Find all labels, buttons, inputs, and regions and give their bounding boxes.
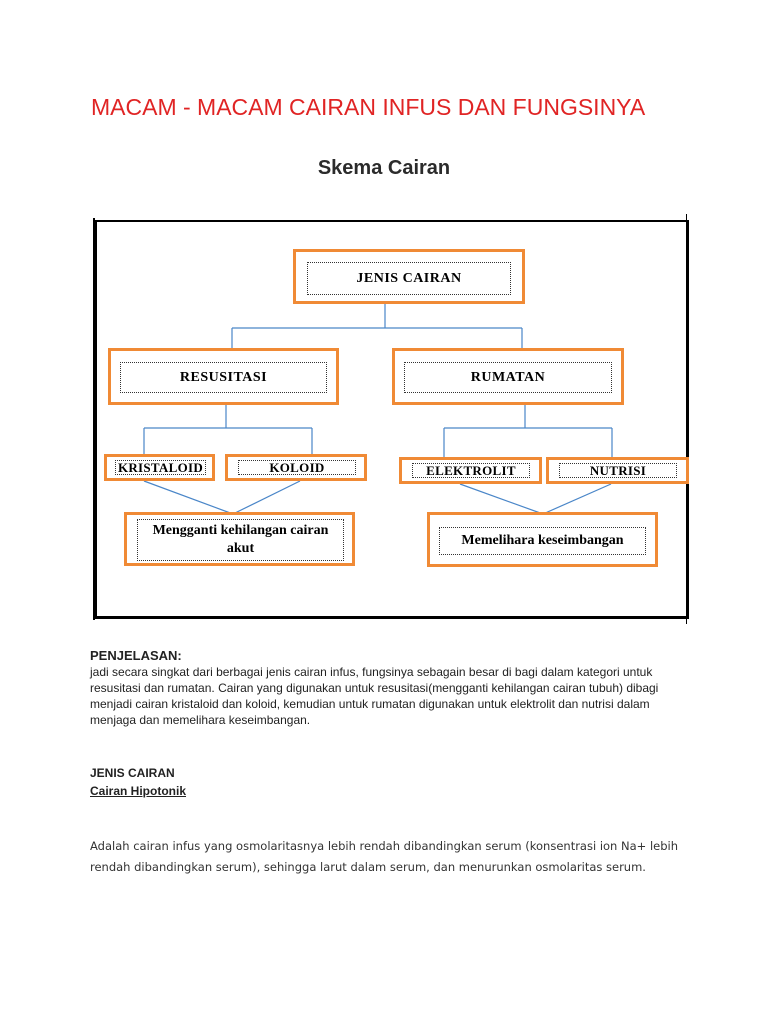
node-resusitasi: [108, 348, 339, 405]
connector-kristaloid-outcome: [144, 481, 233, 514]
node-label: Memelihara keseimbangan: [439, 527, 646, 555]
section-subheading: Cairan Hipotonik: [90, 784, 187, 798]
explanation-paragraph: jadi secara singkat dari berbagai jenis cairan infus, fungsinya sebagain besar di bagi dalam kategori untuk resusitasi dan rumatan. Cairan yang digunakan untuk resusitasi(mengganti kehilangan cairan tubuh) dibagi menjadi cairan kristaloid dan koloid, kemudian untuk rumatan digunakan untuk elektrolit dan nutrisi dalam menjaga dan memelihara keseimbangan.: [90, 665, 659, 727]
node-outcome-rumatan: [427, 512, 658, 567]
section-heading: JENIS CAIRAN: [90, 766, 175, 780]
node-kristaloid: [104, 454, 215, 481]
node-label: JENIS CAIRAN: [307, 262, 511, 295]
node-rumatan: [392, 348, 624, 405]
page-title: MACAM - MACAM CAIRAN INFUS DAN FUNGSINYA: [91, 94, 646, 120]
connector-koloid-outcome: [233, 481, 300, 514]
node-label: ELEKTROLIT: [412, 463, 530, 478]
node-label: RESUSITASI: [120, 362, 327, 393]
node-label: NUTRISI: [559, 463, 677, 478]
node-jenis-cairan: [293, 249, 525, 304]
node-label: RUMATAN: [404, 362, 612, 393]
node-label: Mengganti kehilangan cairan akut: [137, 519, 344, 561]
connector-elektrolit-outcome: [460, 484, 543, 514]
connector-nutrisi-outcome: [543, 484, 611, 514]
node-nutrisi: [546, 457, 689, 484]
node-label: KRISTALOID: [115, 460, 206, 475]
node-elektrolit: [399, 457, 542, 484]
diagram-title: Skema Cairan: [317, 157, 451, 179]
node-outcome-resusitasi: [124, 512, 355, 566]
node-label: KOLOID: [238, 460, 356, 475]
node-koloid: [225, 454, 367, 481]
explanation-label: PENJELASAN:: [90, 648, 182, 663]
section-body: Adalah cairan infus yang osmolaritasnya lebih rendah dibandingkan serum (konsentrasi ion Na+ lebih rendah dibandingkan serum), sehingga larut dalam serum, dan menurunkan osmolaritas serum.: [90, 839, 678, 874]
